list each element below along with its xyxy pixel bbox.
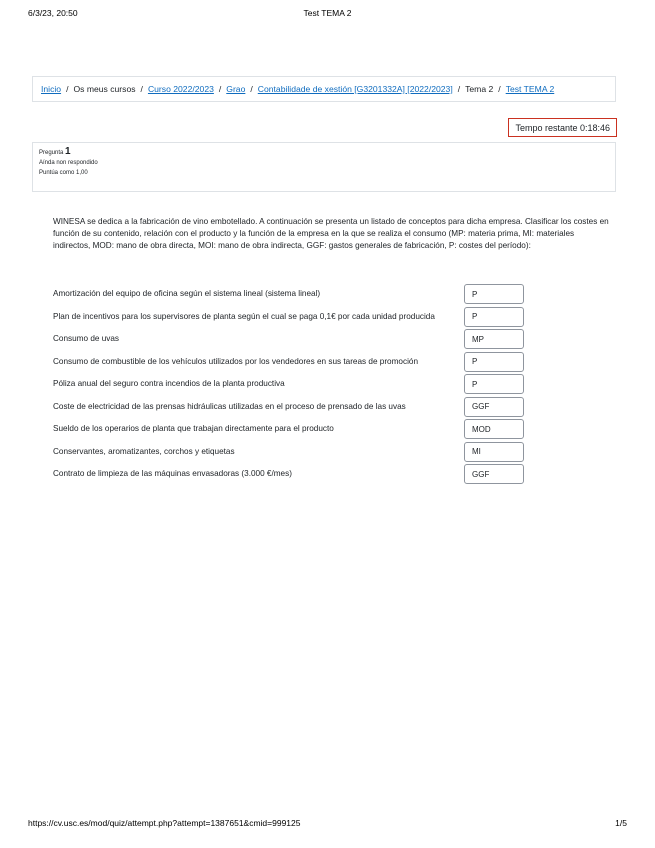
match-row xyxy=(53,307,533,330)
question-label: Pregunta xyxy=(39,150,64,156)
quiz-timer: Tempo restante 0:18:46 xyxy=(508,118,617,137)
print-url: https://cv.usc.es/mod/quiz/attempt.php?attempt=1387651&cmid=999125 xyxy=(28,818,301,828)
match-row-label: Amortización del equipo de oficina según el sistema lineal (sistema lineal) xyxy=(53,289,321,298)
match-row-label: Coste de electricidad de las prensas hidráulicas utilizadas en el proceso de prensado de las uvas xyxy=(53,401,406,411)
breadcrumb-separator: / xyxy=(140,84,143,94)
match-row xyxy=(53,284,533,307)
match-row xyxy=(53,374,533,397)
breadcrumb-my-courses: Os meus cursos xyxy=(73,84,136,94)
match-row-label: Consumo de combustible de los vehículos utilizados por los vendedores en sus tareas de promoción xyxy=(53,356,419,366)
match-answer-select[interactable]: P xyxy=(464,307,524,327)
question-mark: Puntúa como 1,00 xyxy=(39,170,88,176)
match-answer-select[interactable]: GGF xyxy=(464,397,524,417)
match-table xyxy=(53,284,533,487)
match-answer-select[interactable]: GGF xyxy=(464,464,524,484)
match-row-label: Contrato de limpieza de las máquinas envasadoras (3.000 €/mes) xyxy=(53,469,292,478)
breadcrumb-separator: / xyxy=(498,84,501,94)
match-answer-select[interactable]: P xyxy=(464,284,524,304)
match-row-label: Consumo de uvas xyxy=(53,334,119,343)
print-datetime: 6/3/23, 20:50 xyxy=(28,8,78,18)
breadcrumb xyxy=(32,76,616,102)
breadcrumb-separator: / xyxy=(66,84,69,94)
match-answer-select[interactable]: MP xyxy=(464,329,524,349)
question-number xyxy=(39,147,609,158)
match-row xyxy=(53,329,533,352)
breadcrumb-separator: / xyxy=(218,84,222,94)
match-row-label: Conservantes, aromatizantes, corchos y etiquetas xyxy=(53,446,235,456)
print-footer xyxy=(28,818,627,830)
question-state: Aínda non respondido xyxy=(39,160,98,166)
match-row xyxy=(53,352,533,375)
print-title: Test TEMA 2 xyxy=(303,8,352,18)
match-answer-select[interactable]: P xyxy=(464,352,524,372)
match-answer-select[interactable]: P xyxy=(464,374,524,394)
breadcrumb-course-year-link[interactable]: Curso 2022/2023 xyxy=(147,84,214,94)
match-row-label: Póliza anual del seguro contra incendios de la planta productiva xyxy=(53,379,285,388)
breadcrumb-course-link[interactable]: Contabilidade de xestión [G3201332A] [2022/2023] xyxy=(257,84,453,94)
match-row-label: Sueldo de los operarios de planta que trabajan directamente para el producto xyxy=(53,424,334,433)
question-text: WINESA se dedica a la fabricación de vino embotellado. A continuación se presenta un listado de conceptos para dicha empresa. Clasificar los costes en función de su contenido, relación con el producto y la función de la empresa en la que se realiza el consumo (MP: materia prima, MI: materiales indirectos, MOD: mano de obra directa, MOI: mano de obra indirecta, GGF: gastos generales de fabricación, P: costes del período): xyxy=(53,217,609,250)
print-page-number: 1/5 xyxy=(615,818,627,828)
match-row xyxy=(53,419,533,442)
match-row xyxy=(53,464,533,487)
question-number-value: 1 xyxy=(65,146,71,157)
breadcrumb-separator: / xyxy=(250,84,253,94)
breadcrumb-grao-link[interactable]: Grao xyxy=(226,84,246,94)
match-answer-select[interactable]: MOD xyxy=(464,419,524,439)
breadcrumb-separator: / xyxy=(457,84,461,94)
question-info xyxy=(32,142,616,192)
match-row xyxy=(53,442,533,465)
match-answer-select[interactable]: MI xyxy=(464,442,524,462)
match-row-label: Plan de incentivos para los supervisores de planta según el cual se paga 0,1€ por cada unidad producida xyxy=(53,311,435,321)
breadcrumb-tema: Tema 2 xyxy=(465,84,494,94)
print-header xyxy=(20,8,635,22)
match-row xyxy=(53,397,533,420)
breadcrumb-test-link[interactable]: Test TEMA 2 xyxy=(505,84,555,94)
breadcrumb-inicio-link[interactable]: Inicio xyxy=(41,84,62,94)
